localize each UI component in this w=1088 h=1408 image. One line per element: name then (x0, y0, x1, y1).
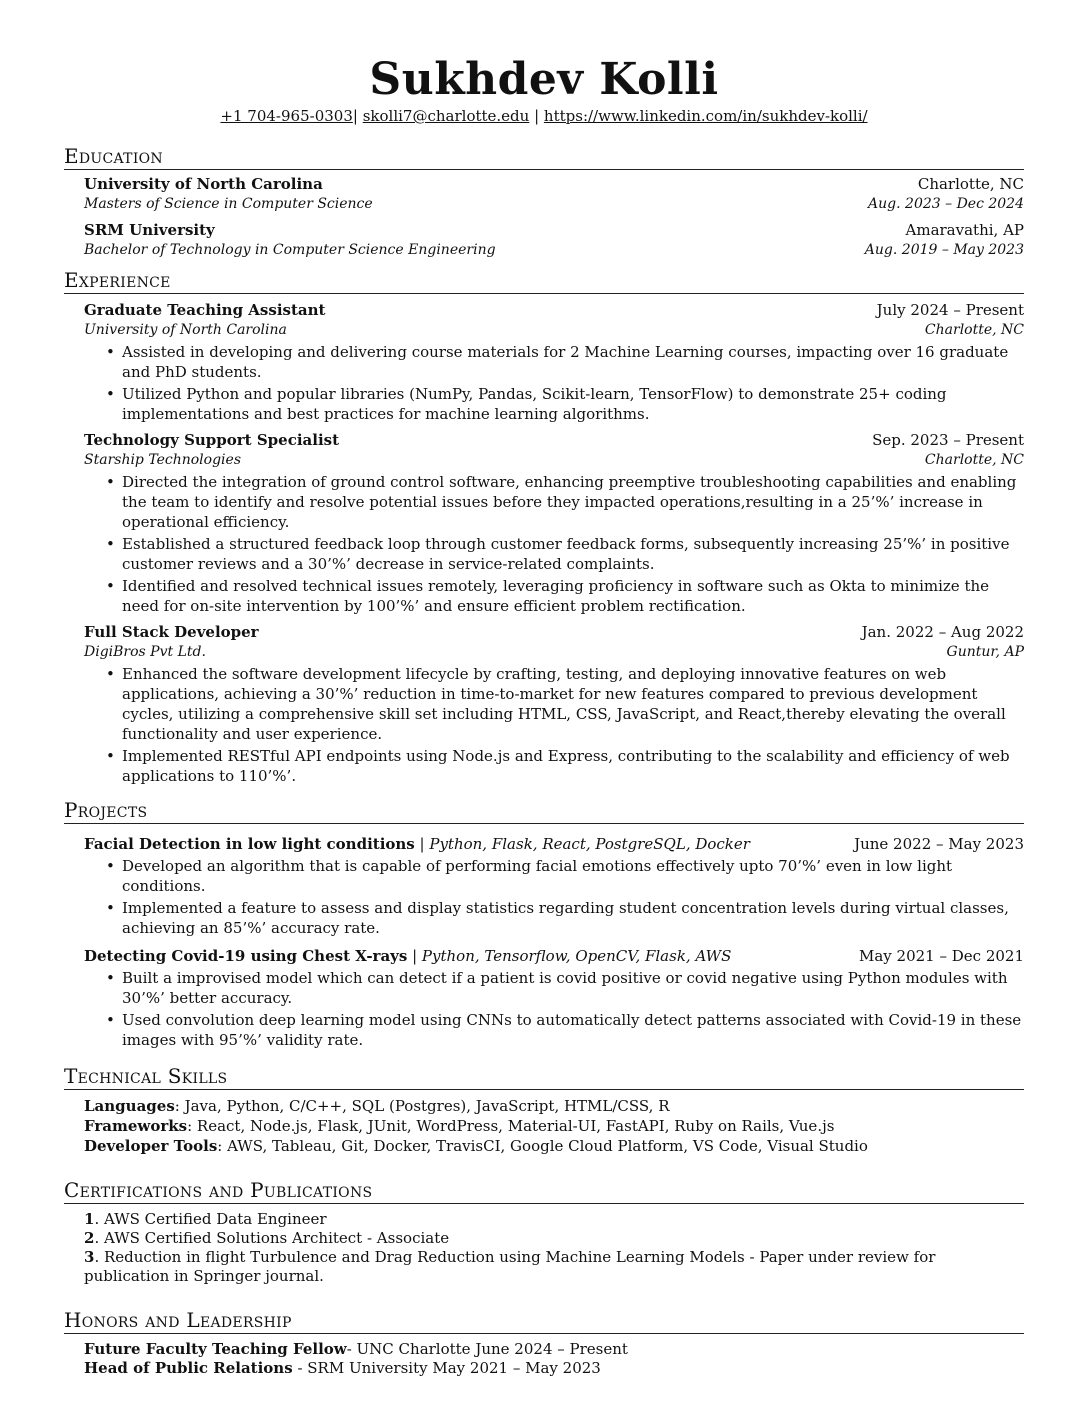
education-heading: Education (64, 144, 1024, 170)
item-number: 1 (84, 1210, 95, 1228)
experience-entry (84, 622, 1024, 786)
bullet-item: • Used convolution deep learning model using CNNs to automatically detect patterns associated with Covid-19 in these images with 95’%’ validity rate. (122, 1010, 1024, 1050)
school-location: Charlotte, NC (917, 175, 1024, 193)
email-link[interactable]: skolli7@charlotte.edu (362, 107, 530, 125)
bullet-list (84, 342, 1024, 424)
education-dates: Aug. 2023 – Dec 2024 (868, 196, 1024, 212)
project-tech: Python, Tensorflow, OpenCV, Flask, AWS (421, 947, 732, 965)
employer: DigiBros Pvt Ltd. (84, 644, 206, 660)
honor-title: Head of Public Relations (84, 1359, 293, 1377)
skill-value: : Java, Python, C/C++, SQL (Postgres), JavaScript, HTML/CSS, R (174, 1097, 670, 1115)
degree: Masters of Science in Computer Science (84, 196, 373, 212)
skill-label: Languages (84, 1097, 175, 1115)
separator: | (414, 835, 430, 853)
experience-entry (84, 300, 1024, 424)
linkedin-link[interactable]: https://www.linkedin.com/in/sukhdev-kolli/ (543, 107, 868, 125)
employer: Starship Technologies (84, 452, 242, 468)
job-location: Charlotte, NC (924, 322, 1024, 338)
honor-text: - SRM University May 2021 – May 2023 (292, 1359, 601, 1377)
separator: | (529, 107, 544, 125)
skill-label: Frameworks (84, 1117, 188, 1135)
job-dates: July 2024 – Present (876, 301, 1024, 319)
bullet-item: • Implemented RESTful API endpoints using Node.js and Express, contributing to the scalability and efficiency of web applications to 110’%’. (122, 746, 1024, 786)
skill-line (84, 1096, 1024, 1116)
resume-page (64, 0, 1024, 1378)
project-heading (84, 946, 847, 966)
bullet-item: • Utilized Python and popular libraries (NumPy, Pandas, Scikit-learn, TensorFlow) to demonstrate 25+ coding implementations and best practices for machine learning algorithms. (122, 384, 1024, 424)
bullet-item: • Implemented a feature to assess and display statistics regarding student concentration levels during virtual classes, achieving an 85’%’ accuracy rate. (122, 898, 1024, 938)
skill-value: : React, Node.js, Flask, JUnit, WordPress, Material-UI, FastAPI, Ruby on Rails, Vue.js (187, 1117, 835, 1135)
honor-item (84, 1340, 1024, 1359)
school-name: SRM University (84, 221, 215, 239)
education-entry (84, 174, 1024, 214)
skill-value: : AWS, Tableau, Git, Docker, TravisCI, Google Cloud Platform, VS Code, Visual Studio (217, 1137, 868, 1155)
candidate-name: Sukhdev Kolli (369, 54, 719, 105)
bullet-list (84, 472, 1024, 616)
honor-title: Future Faculty Teaching Fellow (84, 1340, 347, 1358)
bullet-list (84, 968, 1024, 1050)
job-dates: Sep. 2023 – Present (872, 431, 1024, 449)
skill-line (84, 1116, 1024, 1136)
project-dates: May 2021 – Dec 2021 (859, 947, 1024, 965)
honor-item (84, 1359, 1024, 1378)
item-text: . AWS Certified Data Engineer (94, 1210, 327, 1228)
job-location: Guntur, AP (946, 644, 1024, 660)
bullet-item: • Identified and resolved technical issues remotely, leveraging proficiency in software such as Okta to minimize the need for on-site intervention by 100’%’ and ensure efficient problem rectification. (122, 576, 1024, 616)
job-title: Technology Support Specialist (84, 431, 340, 449)
skills-list (84, 1096, 1024, 1156)
contact-line (64, 106, 1024, 126)
projects-heading: Projects (64, 798, 1024, 824)
project-name: Facial Detection in low light conditions (84, 835, 415, 853)
job-location: Charlotte, NC (924, 452, 1024, 468)
degree: Bachelor of Technology in Computer Science Engineering (84, 242, 496, 258)
honors-heading: Honors and Leadership (64, 1308, 1024, 1334)
project-entry (84, 834, 1024, 938)
project-tech: Python, Flask, React, PostgreSQL, Docker (429, 835, 750, 853)
skill-line (84, 1136, 1024, 1156)
certification-item (84, 1210, 1024, 1229)
bullet-list (84, 664, 1024, 786)
project-heading (84, 834, 842, 854)
education-entry (84, 220, 1024, 260)
skills-heading: Technical Skills (64, 1064, 1024, 1090)
honors-list (84, 1340, 1024, 1378)
bullet-item: • Developed an algorithm that is capable of performing facial emotions effectively upto 70’%’ even in low light conditions. (122, 856, 1024, 896)
project-dates: June 2022 – May 2023 (854, 835, 1024, 853)
certification-item (84, 1229, 1024, 1248)
certifications-heading: Certifications and Publications (64, 1178, 1024, 1204)
job-title: Full Stack Developer (84, 623, 259, 641)
school-name: University of North Carolina (84, 175, 323, 193)
bullet-list (84, 856, 1024, 938)
bullet-item: • Established a structured feedback loop through customer feedback forms, subsequently increasing 25’%’ in positive customer reviews and a 30’%’ decrease in service-related complaints. (122, 534, 1024, 574)
school-location: Amaravathi, AP (905, 221, 1024, 239)
item-text: . AWS Certified Solutions Architect - Associate (94, 1229, 450, 1247)
item-text: . Reduction in flight Turbulence and Drag Reduction using Machine Learning Models - Paper under review for publication in Springer journal. (84, 1248, 936, 1285)
certifications-list (84, 1210, 1024, 1286)
bullet-item: • Enhanced the software development lifecycle by crafting, testing, and deploying innovative features on web applications, achieving a 30’%’ reduction in time-to-market for new features compared to previous development cycles, utilizing a comprehensive skill set including HTML, CSS, JavaScript, and React,thereby elevating the overall functionality and user experience. (122, 664, 1024, 744)
skill-label: Developer Tools (84, 1137, 218, 1155)
item-number: 2 (84, 1229, 95, 1247)
job-title: Graduate Teaching Assistant (84, 301, 326, 319)
project-entry (84, 946, 1024, 1050)
experience-heading: Experience (64, 268, 1024, 294)
project-name: Detecting Covid-19 using Chest X-rays (84, 947, 408, 965)
phone-link[interactable]: +1 704-965-0303 (220, 107, 353, 125)
bullet-item: • Assisted in developing and delivering course materials for 2 Machine Learning courses, impacting over 16 graduate and PhD students. (122, 342, 1024, 382)
experience-entry (84, 430, 1024, 616)
job-dates: Jan. 2022 – Aug 2022 (861, 623, 1024, 641)
certification-item (84, 1248, 1024, 1286)
bullet-item: • Built a improvised model which can detect if a patient is covid positive or covid negative using Python modules with 30’%’ better accuracy. (122, 968, 1024, 1008)
item-number: 3 (84, 1248, 95, 1266)
employer: University of North Carolina (84, 322, 287, 338)
bullet-item: • Directed the integration of ground control software, enhancing preemptive troubleshooting capabilities and enabling the team to identify and resolve potential issues before they impacted operations,resulting in a 25’%’ increase in operational efficiency. (122, 472, 1024, 532)
honor-text: - UNC Charlotte June 2024 – Present (346, 1340, 628, 1358)
education-dates: Aug. 2019 – May 2023 (864, 242, 1024, 258)
separator: | (352, 107, 358, 125)
separator: | (407, 947, 422, 965)
